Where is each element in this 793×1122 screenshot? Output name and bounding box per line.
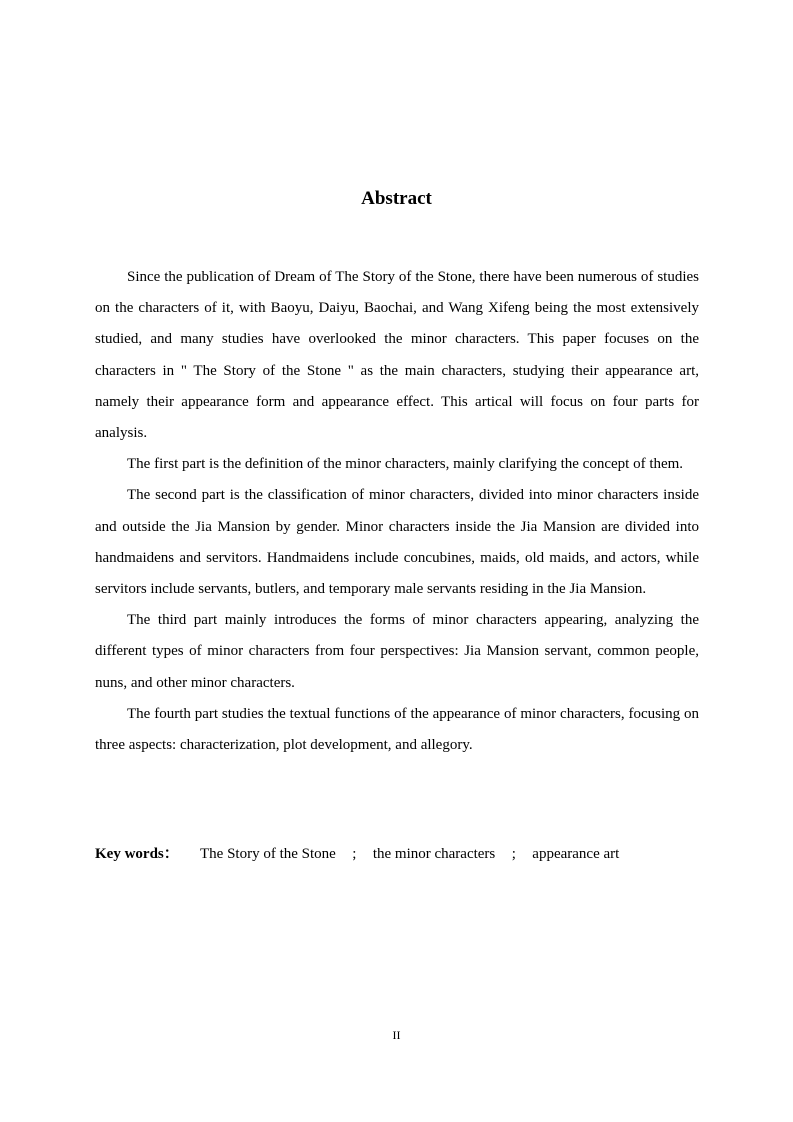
abstract-paragraph-5: The fourth part studies the textual functions of the appearance of minor characters, focusing on three aspects: characterization, plot development, and allegory. bbox=[95, 705, 699, 754]
keyword-2: the minor characters bbox=[372, 846, 496, 862]
keywords-label: Key words： bbox=[95, 846, 179, 862]
abstract-paragraph-4: The third part mainly introduces the forms of minor characters appearing, analyzing the different types of minor characters from four perspectives: Jia Mansion servant, common people, nuns, and other minor characters. bbox=[95, 612, 699, 691]
keywords-line bbox=[95, 842, 699, 866]
page-number: II bbox=[392, 1028, 401, 1042]
abstract-title: Abstract bbox=[361, 188, 432, 209]
abstract-paragraph-3: The second part is the classification of minor characters, divided into minor characters inside and outside the Jia Mansion by gender. Minor characters inside the Jia Mansion are divided into handmaidens and servitors. Handmaidens include concubines, maids, old maids, and actors, while servitors include servants, butlers, and temporary male servants residing in the Jia Mansion. bbox=[95, 487, 699, 598]
keyword-3: appearance art bbox=[532, 846, 620, 862]
keyword-1: The Story of the Stone bbox=[200, 846, 336, 862]
abstract-body bbox=[95, 262, 699, 761]
keyword-separator: ; bbox=[511, 846, 516, 862]
abstract-paragraph-1: Since the publication of Dream of The Story of the Stone, there have been numerous of studies on the characters of it, with Baoyu, Daiyu, Baochai, and Wang Xifeng being the most extensively studied, and many studies have overlooked the minor characters. This paper focuses on the characters in " The Story of the Stone " as the main characters, studying their appearance art, namely their appearance form and appearance effect. This artical will focus on four parts for analysis. bbox=[95, 269, 699, 442]
keyword-separator: ; bbox=[352, 846, 357, 862]
abstract-paragraph-2: The first part is the definition of the minor characters, mainly clarifying the concept of them. bbox=[127, 456, 684, 473]
